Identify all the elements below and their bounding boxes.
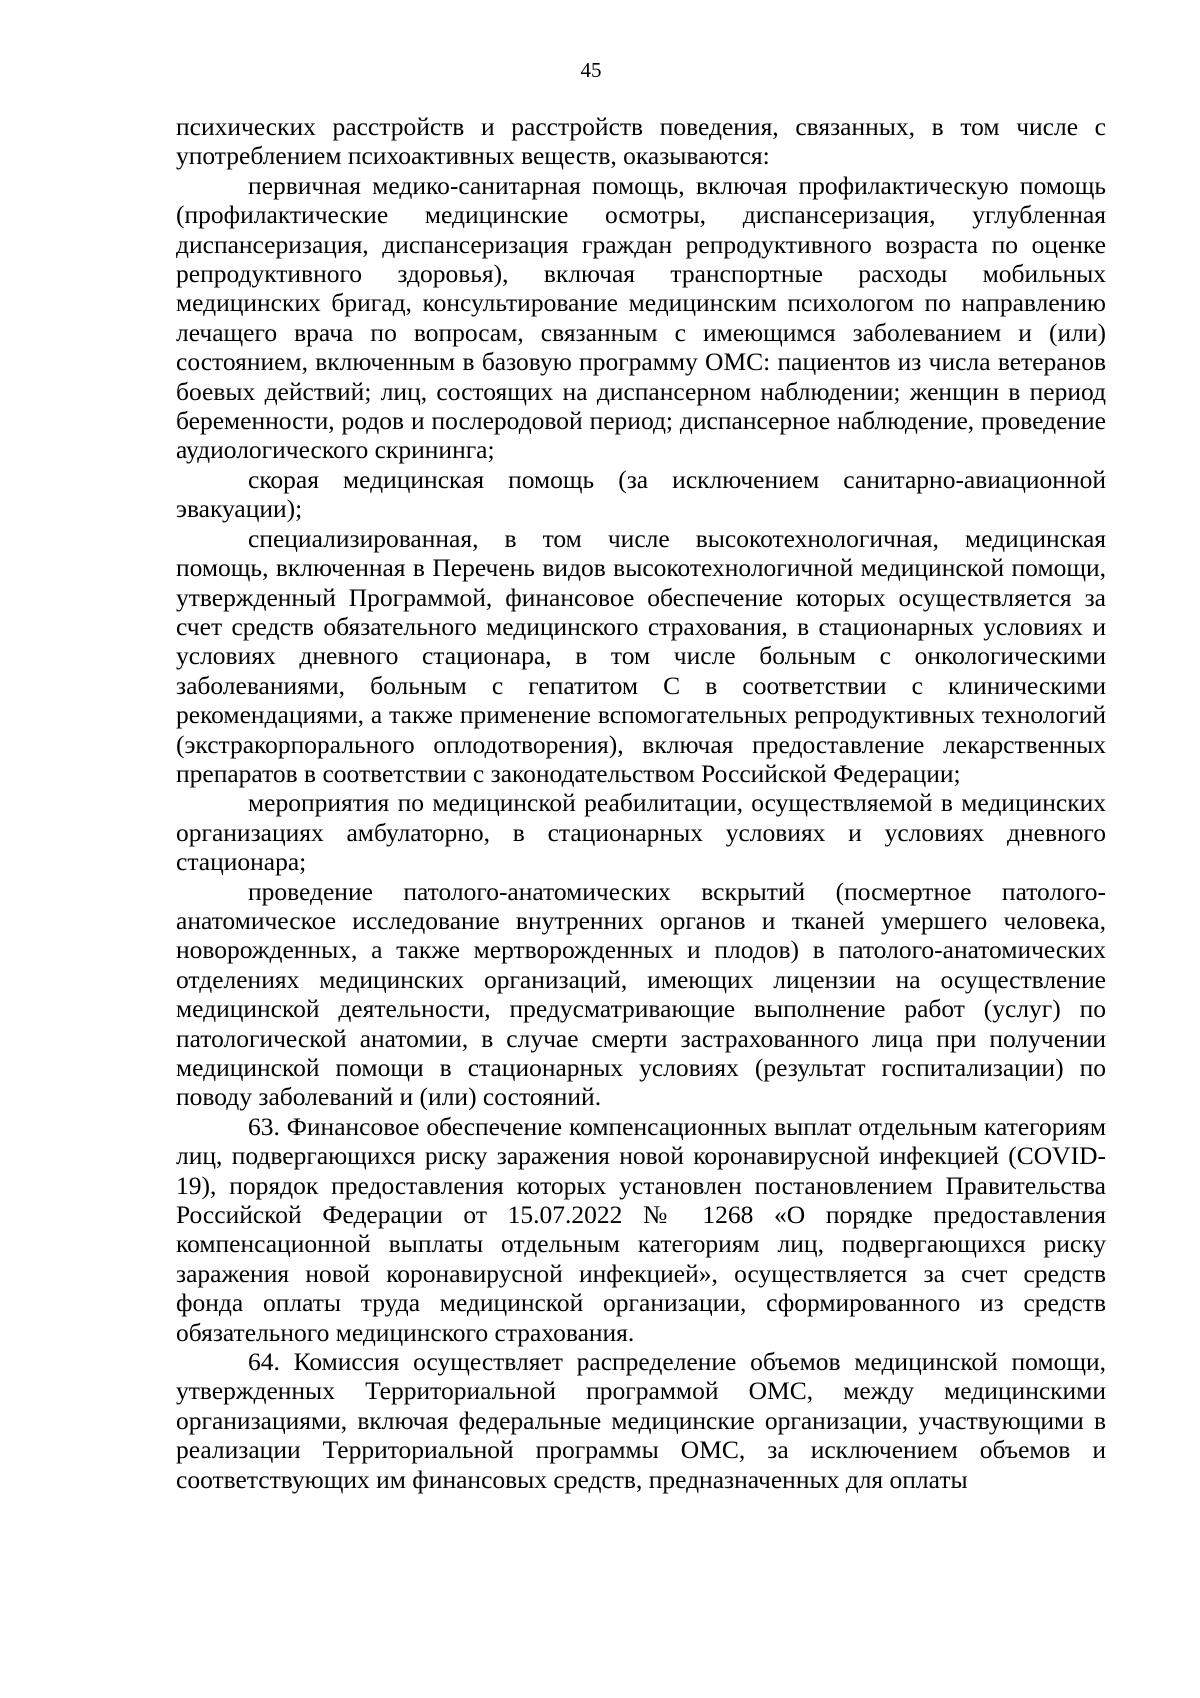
paragraph-autopsies: проведение патолого-анатомических вскрытий (посмертное патолого-анатомическое исследование внутренних органов и тканей умершего человека, новорожденных, а также мертворожденных и плодов) в патолого-анатомических отделениях медицинских организаций, имеющих лицензии на осуществление медицинской деятельности, предусматривающие выполнение работ (услуг) по патологической анатомии, в случае смерти застрахованного лица при получении медицинской помощи в стационарных условиях (результат госпитализации) по поводу заболеваний и (или) состояний. xyxy=(176,876,1106,1112)
paragraph-item-63: 63. Финансовое обеспечение компенсационных выплат отдельным категориям лиц, подвергающихся риску заражения новой коронавирусной инфекцией (COVID-19), порядок предоставления которых установлен постановлением Правительства Российской Федерации от 15.07.2022 № 1268 «О порядке предоставления компенсационной выплаты отдельным категориям лиц, подвергающихся риску заражения новой коронавирусной инфекцией», осуществляется за счет средств фонда оплаты труда медицинской организации, сформированного из средств обязательного медицинского страхования. xyxy=(176,1111,1106,1347)
paragraph-emergency-care: скорая медицинская помощь (за исключением санитарно-авиационной эвакуации); xyxy=(176,464,1106,524)
page-number: 45 xyxy=(580,58,602,82)
paragraph-item-64: 64. Комиссия осуществляет распределение объемов медицинской помощи, утвержденных Территориальной программой ОМС, между медицинскими организациями, включая федеральные медицинские организации, участвующими в реализации Территориальной программы ОМС, за исключением объемов и соответствующих им финансовых средств, предназначенных для оплаты xyxy=(176,1347,1106,1494)
paragraph-primary-care: первичная медико-санитарная помощь, включая профилактическую помощь (профилактические медицинские осмотры, диспансеризация, углубленная диспансеризация, диспансеризация граждан репродуктивного возраста по оценке репродуктивного здоровья), включая транспортные расходы мобильных медицинских бригад, консультирование медицинским психологом по направлению лечащего врача по вопросам, связанным с имеющимся заболеванием и (или) состоянием, включенным в базовую программу ОМС: пациентов из числа ветеранов боевых действий; лиц, состоящих на диспансерном наблюдении; женщин в период беременности, родов и послеродовой период; диспансерное наблюдение, проведение аудиологического скрининга; xyxy=(176,170,1106,465)
paragraph-specialized-care: специализированная, в том числе высокотехнологичная, медицинская помощь, включенная в Перечень видов высокотехнологичной медицинской помощи, утвержденный Программой, финансовое обеспечение которых осуществляется за счет средств обязательного медицинского страхования, в стационарных условиях и условиях дневного стационара, в том числе больным с онкологическими заболеваниями, больным с гепатитом С в соответствии с клиническими рекомендациями, а также применение вспомогательных репродуктивных технологий (экстракорпорального оплодотворения), включая предоставление лекарственных препаратов в соответствии с законодательством Российской Федерации; xyxy=(176,523,1106,788)
paragraph-rehabilitation: мероприятия по медицинской реабилитации, осуществляемой в медицинских организациях амбулаторно, в стационарных условиях и условиях дневного стационара; xyxy=(176,788,1106,877)
paragraph-continuation: психических расстройств и расстройств поведения, связанных, в том числе с употреблением психоактивных веществ, оказываются: xyxy=(176,112,1106,171)
document-body xyxy=(176,112,1106,1494)
